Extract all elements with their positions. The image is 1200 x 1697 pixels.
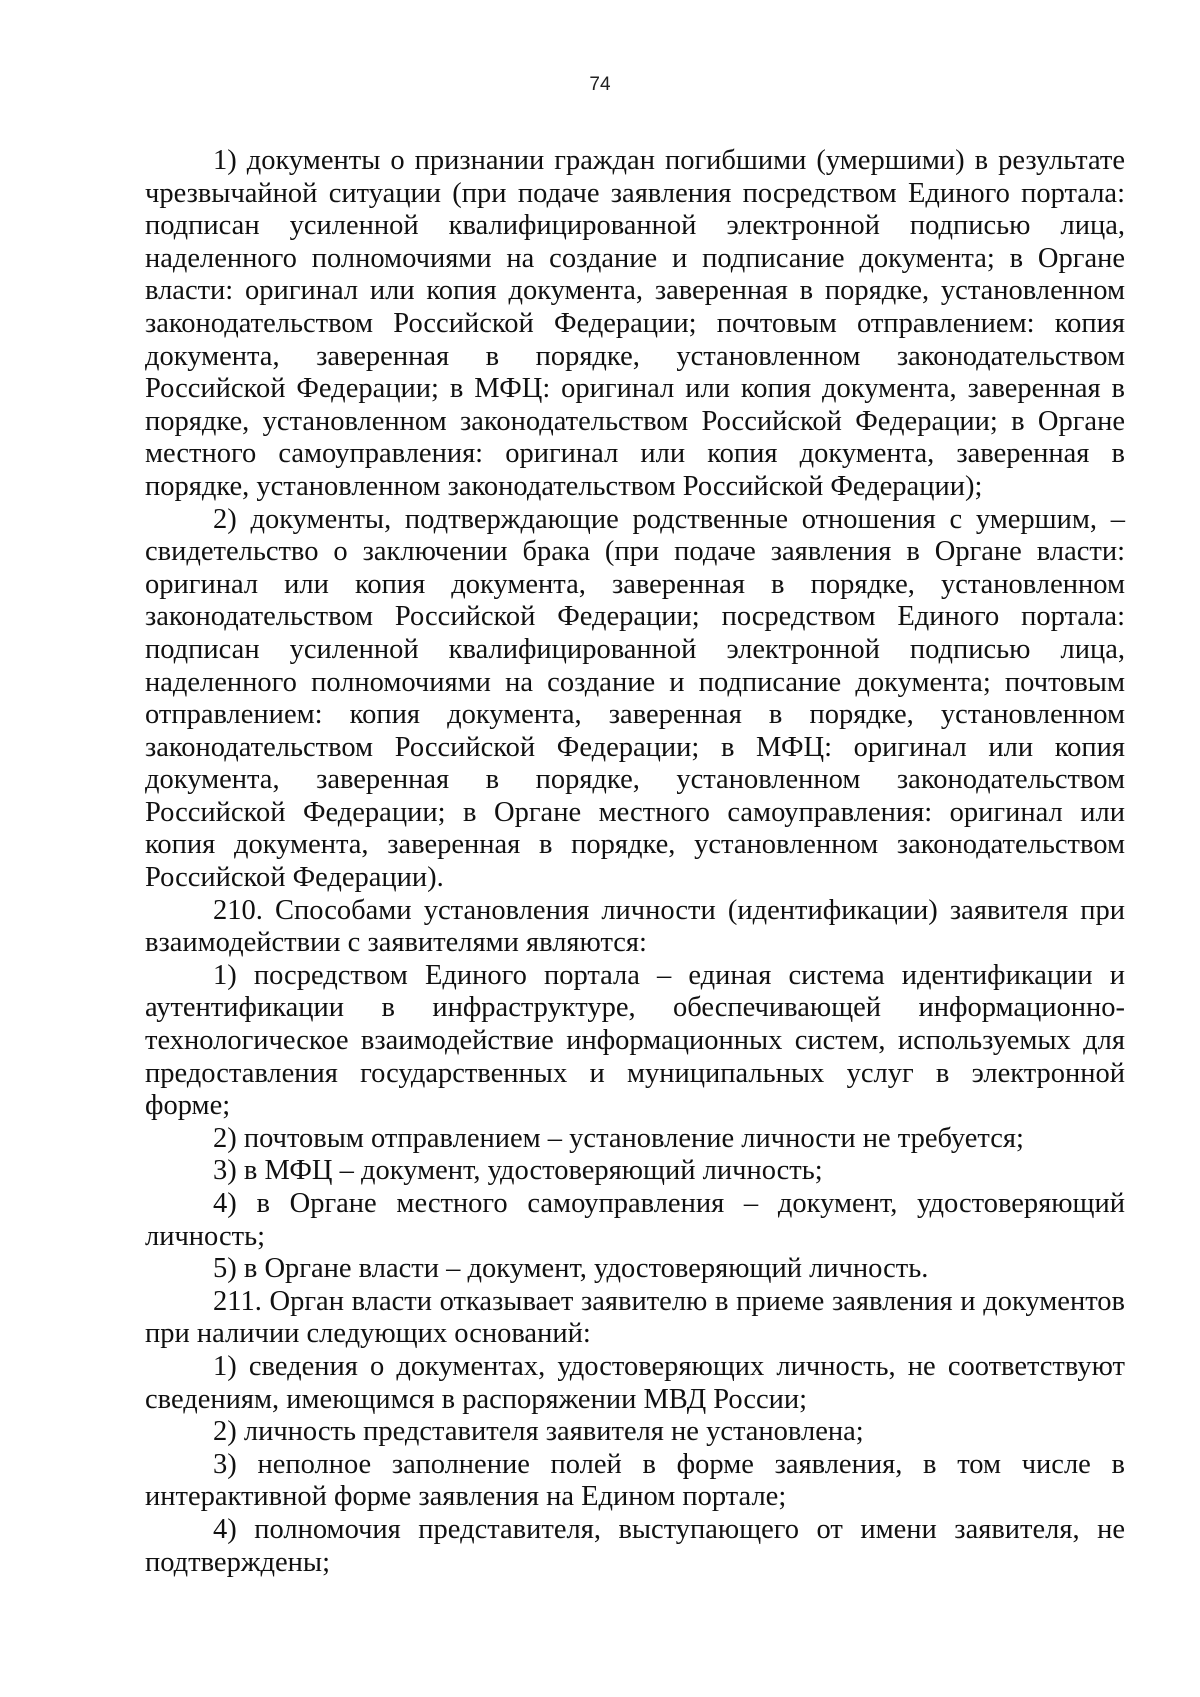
document-body (145, 145, 1125, 1579)
paragraph-refusal-representative-identity: 2) личность представителя заявителя не установлена; (213, 1416, 864, 1448)
paragraph-death-recognition-documents: 1) документы о признании граждан погибшими (умершими) в результате чрезвычайной ситуации (при подаче заявления посредством Единого портала: подписан усиленной квалифицированной электронной подписью лица, наделенного полномочиями на создание и подписание документа; в Органе власти: оригинал или копия документа, заверенная в порядке, установленном законодательством Российской Федерации; почтовым отправлением: копия документа, заверенная в порядке, установленном законодательством Российской Федерации; в МФЦ: оригинал или копия документа, заверенная в порядке, установленном законодательством Российской Федерации; в Органе местного самоуправления: оригинал или копия документа, заверенная в порядке, установленном законодательством Российской Федерации); (145, 145, 1125, 502)
paragraph-identification-mfc: 3) в МФЦ – документ, удостоверяющий личность; (213, 1155, 823, 1187)
page-number: 74 (589, 74, 611, 95)
paragraph-identification-local-government: 4) в Органе местного самоуправления – документ, удостоверяющий личность; (145, 1188, 1125, 1252)
paragraph-refusal-identity-mismatch: 1) сведения о документах, удостоверяющих личность, не соответствуют сведениям, имеющимся в распоряжении МВД России; (145, 1350, 1125, 1415)
paragraph-210-identification-methods: 210. Способами установления личности (идентификации) заявителя при взаимодействии с заявителями являются: (145, 894, 1125, 959)
paragraph-211-refusal-grounds: 211. Орган власти отказывает заявителю в приеме заявления и документов при наличии следующих оснований: (145, 1285, 1125, 1350)
paragraph-identification-authority: 5) в Органе власти – документ, удостоверяющий личность. (213, 1253, 929, 1285)
paragraph-identification-unified-portal: 1) посредством Единого портала – единая система идентификации и аутентификации в инфраструктуре, обеспечивающей информационно-технологическое взаимодействие информационных систем, используемых для предоставления государственных и муниципальных услуг в электронной форме; (145, 959, 1125, 1122)
paragraph-refusal-unconfirmed-authority: 4) полномочия представителя, выступающего от имени заявителя, не подтверждены; (145, 1513, 1125, 1578)
paragraph-refusal-incomplete-form: 3) неполное заполнение полей в форме заявления, в том числе в интерактивной форме заявления на Едином портале; (145, 1448, 1125, 1513)
paragraph-identification-mail: 2) почтовым отправлением – установление личности не требуется; (213, 1122, 1024, 1154)
paragraph-kinship-documents: 2) документы, подтверждающие родственные отношения с умершим, – свидетельство о заключении брака (при подаче заявления в Органе власти: оригинал или копия документа, заверенная в порядке, установленном законодательством Российской Федерации; посредством Единого портала: подписан усиленной квалифицированной электронной подписью лица, наделенного полномочиями на создание и подписание документа; почтовым отправлением: копия документа, заверенная в порядке, установленном законодательством Российской Федерации; в МФЦ: оригинал или копия документа, заверенная в порядке, установленном законодательством Российской Федерации; в Органе местного самоуправления: оригинал или копия документа, заверенная в порядке, установленном законодательством Российской Федерации). (145, 503, 1125, 894)
